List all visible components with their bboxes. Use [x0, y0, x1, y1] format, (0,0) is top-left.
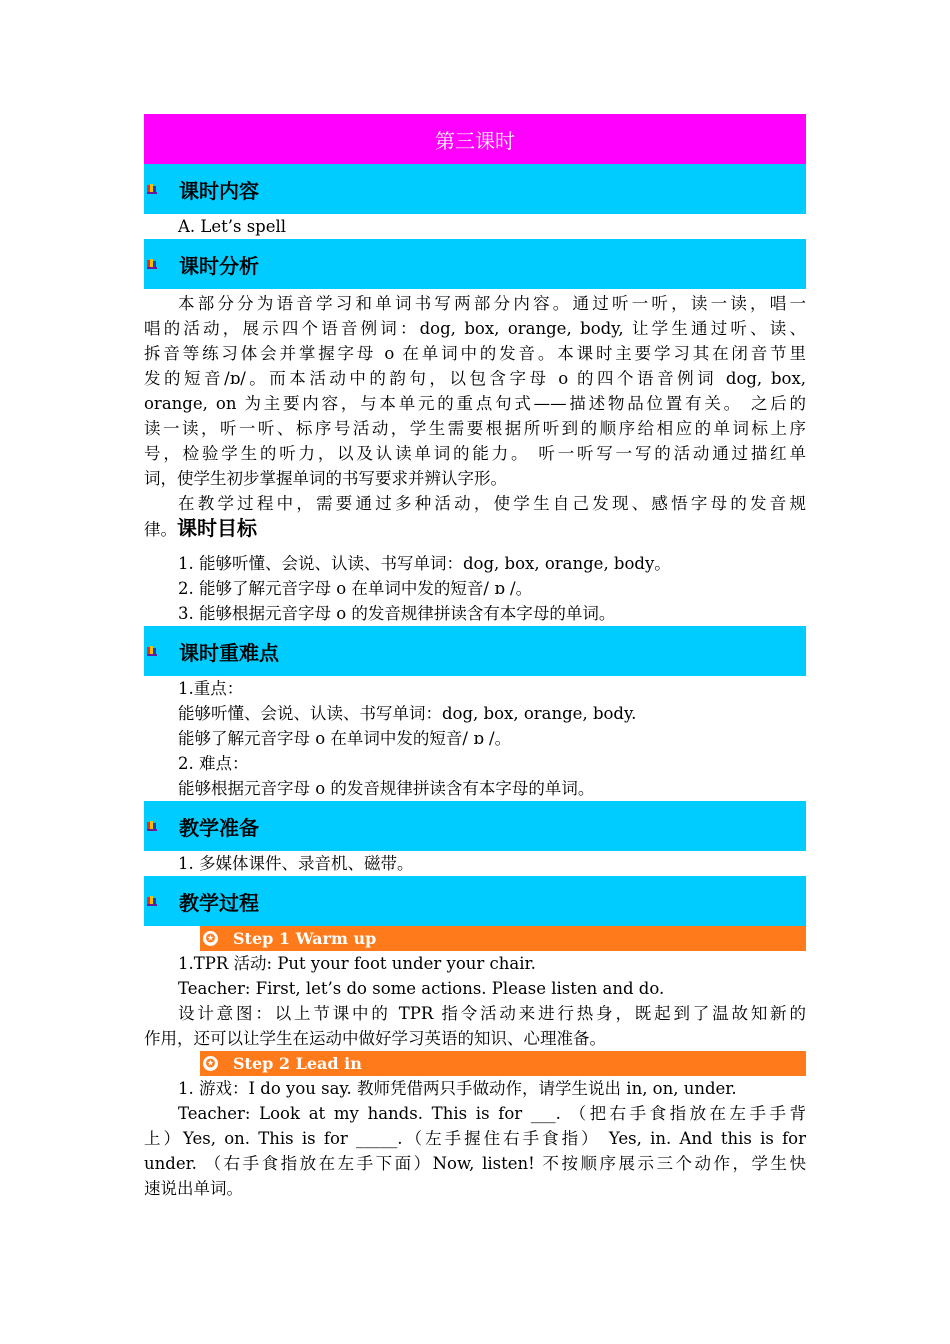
section-header-process — [144, 876, 806, 926]
section-title: 教学过程 — [179, 890, 259, 915]
step-line: 作用，还可以让学生在运动中做好学习英语的知识、心理准备。 — [144, 1029, 606, 1048]
section-title-goals: 课时目标 — [177, 516, 257, 540]
section-title: 课时重难点 — [179, 640, 279, 665]
paragraph-line: 在教学过程中，需要通过多种活动，使学生自己发现、感悟字母的发音规 — [178, 494, 806, 513]
book-stack-icon — [147, 259, 157, 269]
section-header-content — [144, 164, 806, 214]
step-2-header — [200, 1051, 806, 1076]
star-circle-icon: ✪ — [203, 931, 218, 946]
step-line: 设计意图：以上节课中的 TPR 指令活动来进行热身，既起到了温故知新的 — [178, 1004, 806, 1023]
step-line: Teacher: Look at my hands. This is for ___. （把右手食指放在左手手背 — [178, 1104, 806, 1123]
goal-item: 2. 能够了解元音字母 o 在单词中发的短音/ ɒ /。 — [178, 579, 533, 598]
section-header-analysis — [144, 239, 806, 289]
document-page — [144, 114, 806, 1201]
goal-item: 3. 能够根据元音字母 o 的发音规律拼读含有本字母的单词。 — [178, 604, 616, 623]
paragraph-line: 号，检验学生的听力，以及认读单词的能力。 听一听写一写的活动通过描红单 — [144, 444, 806, 463]
section-title: 课时内容 — [179, 178, 259, 203]
paragraph-line: 唱的活动，展示四个语音例词：dog, box, orange, body, 让学生通过听、读、 — [144, 319, 806, 338]
paragraph-line: 读一读，听一听、标序号活动，学生需要根据所听到的顺序给相应的单词标上序 — [144, 419, 806, 438]
key-point-line: 1.重点： — [178, 679, 244, 698]
section-header-key-points — [144, 626, 806, 676]
step-label: Step 2 Lead in — [233, 1054, 362, 1073]
key-point-line: 2. 难点： — [178, 754, 249, 773]
section-title: 教学准备 — [179, 815, 259, 840]
book-stack-icon — [147, 896, 157, 906]
step-label: Step 1 Warm up — [233, 929, 377, 948]
book-stack-icon — [147, 184, 157, 194]
preparation-text: 1. 多媒体课件、录音机、磁带。 — [178, 854, 414, 873]
paragraph-line: 拆音等练习体会并掌握字母 o 在单词中的发音。本课时主要学习其在闭音节里 — [144, 344, 806, 363]
goals-heading-line — [144, 516, 806, 540]
paragraph-line: 发的短音/ɒ/。而本活动中的韵句，以包含字母 o 的四个语音例词 dog, box, — [144, 369, 806, 388]
paragraph-line: orange, on 为主要内容，与本单元的重点句式——描述物品位置有关。 之后的 — [144, 394, 806, 413]
step-line: Teacher: First, let’s do some actions. Please listen and do. — [178, 979, 665, 998]
step-line: 1. 游戏：I do you say. 教师凭借两只手做动作，请学生说出 in, on, under. — [178, 1079, 737, 1098]
book-stack-icon — [147, 821, 157, 831]
book-stack-icon — [147, 646, 157, 656]
paragraph-line: 本部分分为语音学习和单词书写两部分内容。通过听一听，读一读，唱一 — [178, 294, 806, 313]
paragraph-end: 律。 — [144, 520, 177, 539]
page-title: 第三课时 — [144, 114, 806, 164]
content-text: A. Let’s spell — [178, 217, 287, 236]
key-point-line: 能够听懂、会说、认读、书写单词：dog, box, orange, body. — [178, 704, 637, 723]
paragraph-line: 词，使学生初步掌握单词的书写要求并辨认字形。 — [144, 469, 507, 488]
step-1-header — [200, 926, 806, 951]
step-line: 速说出单词。 — [144, 1179, 243, 1198]
step-line: 1.TPR 活动: Put your foot under your chair. — [178, 954, 536, 973]
step-line: under. （右手食指放在左手下面）Now, listen! 不按顺序展示三个动作，学生快 — [144, 1154, 806, 1173]
star-circle-icon: ✪ — [203, 1056, 218, 1071]
key-point-line: 能够了解元音字母 o 在单词中发的短音/ ɒ /。 — [178, 729, 512, 748]
key-point-line: 能够根据元音字母 o 的发音规律拼读含有本字母的单词。 — [178, 779, 595, 798]
section-header-preparation — [144, 801, 806, 851]
section-title: 课时分析 — [179, 253, 259, 278]
goal-item: 1. 能够听懂、会说、认读、书写单词：dog, box, orange, body。 — [178, 554, 671, 573]
step-line: 上）Yes, on. This is for _____.（左手握住右手食指） Yes, in. And this is for — [144, 1129, 806, 1148]
